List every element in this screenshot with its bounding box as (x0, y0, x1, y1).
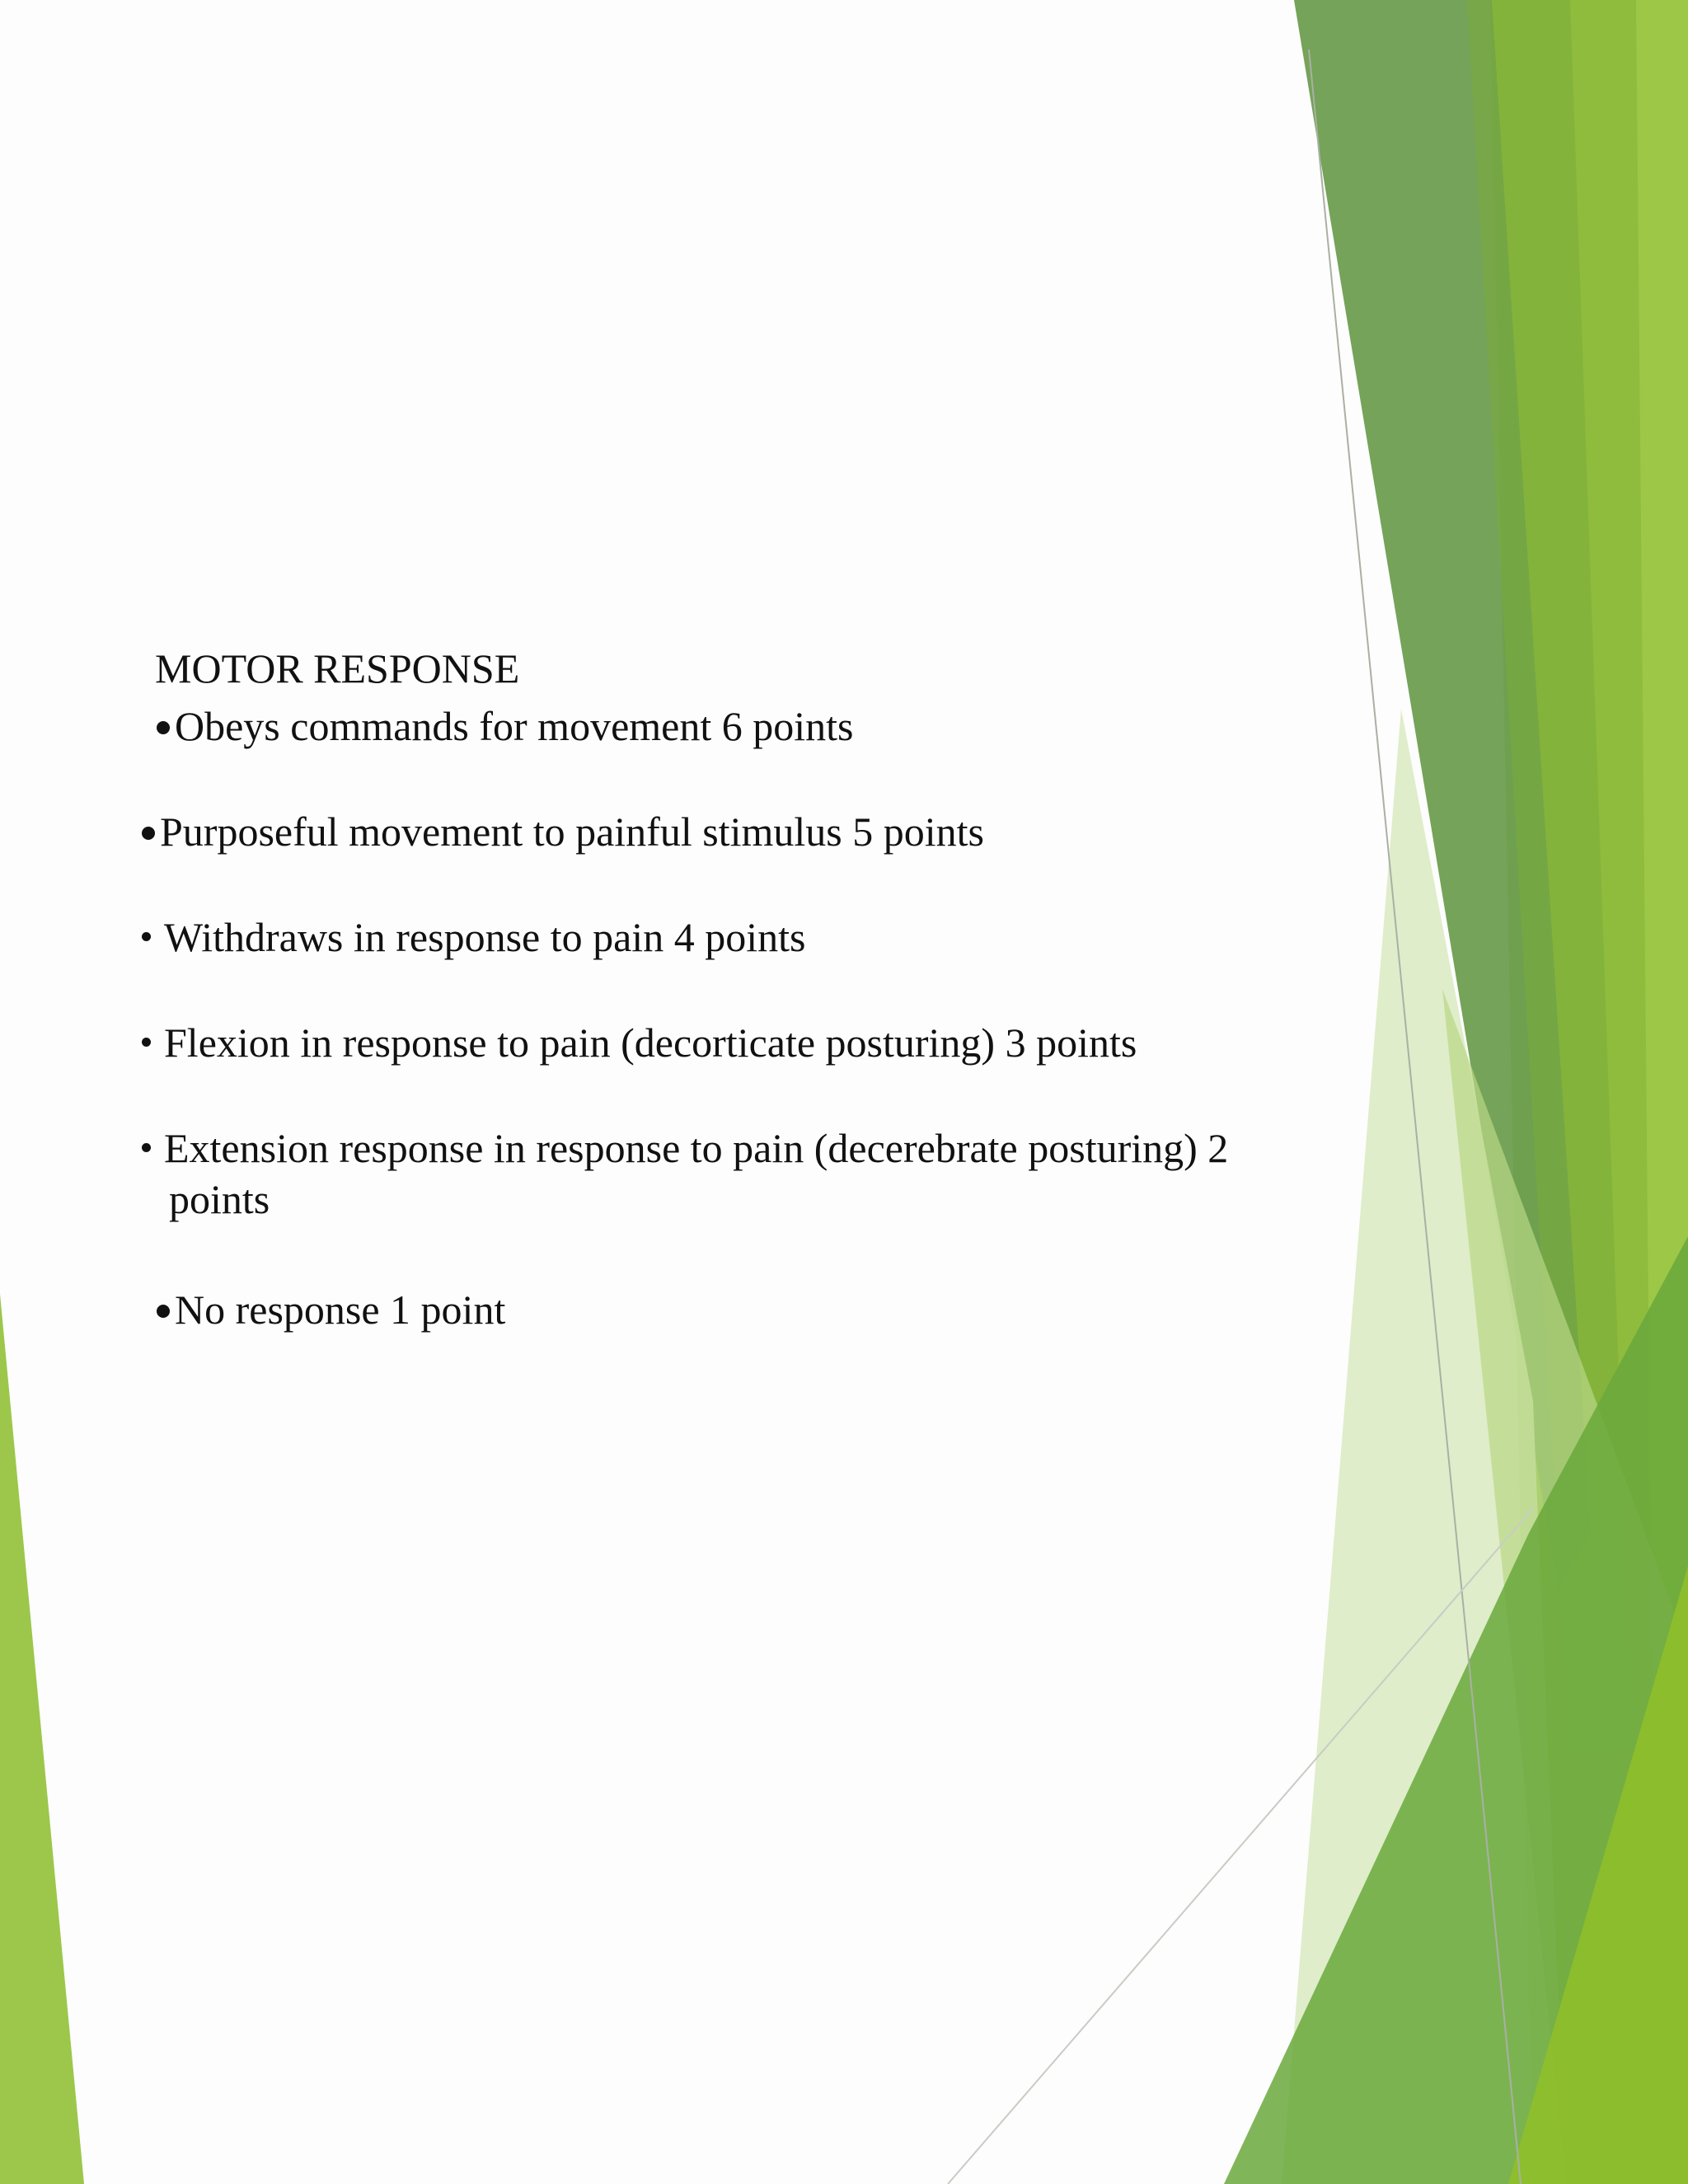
list-item: Extension response in response to pain (decerebrate posturing) 2 (142, 1122, 1228, 1174)
list-item: Flexion in response to pain (decorticate posturing) 3 points (142, 1017, 1137, 1068)
list-item: Withdraws in response to pain 4 points (142, 912, 805, 963)
list-item: Obeys commands for movement 6 points (157, 701, 854, 752)
bullet-icon (157, 721, 170, 734)
bullet-icon (157, 1305, 170, 1318)
motor-response-heading: MOTOR RESPONSE (155, 645, 520, 691)
bullet-icon (142, 932, 151, 941)
bullet-icon (142, 1143, 151, 1152)
list-item: No response 1 point (157, 1284, 505, 1335)
list-item: Purposeful movement to painful stimulus 5 points (142, 806, 984, 857)
bullet-icon (142, 1038, 151, 1047)
list-item-continuation: points (169, 1176, 270, 1222)
left-green-sliver (0, 1294, 84, 2184)
bullet-icon (142, 827, 155, 840)
